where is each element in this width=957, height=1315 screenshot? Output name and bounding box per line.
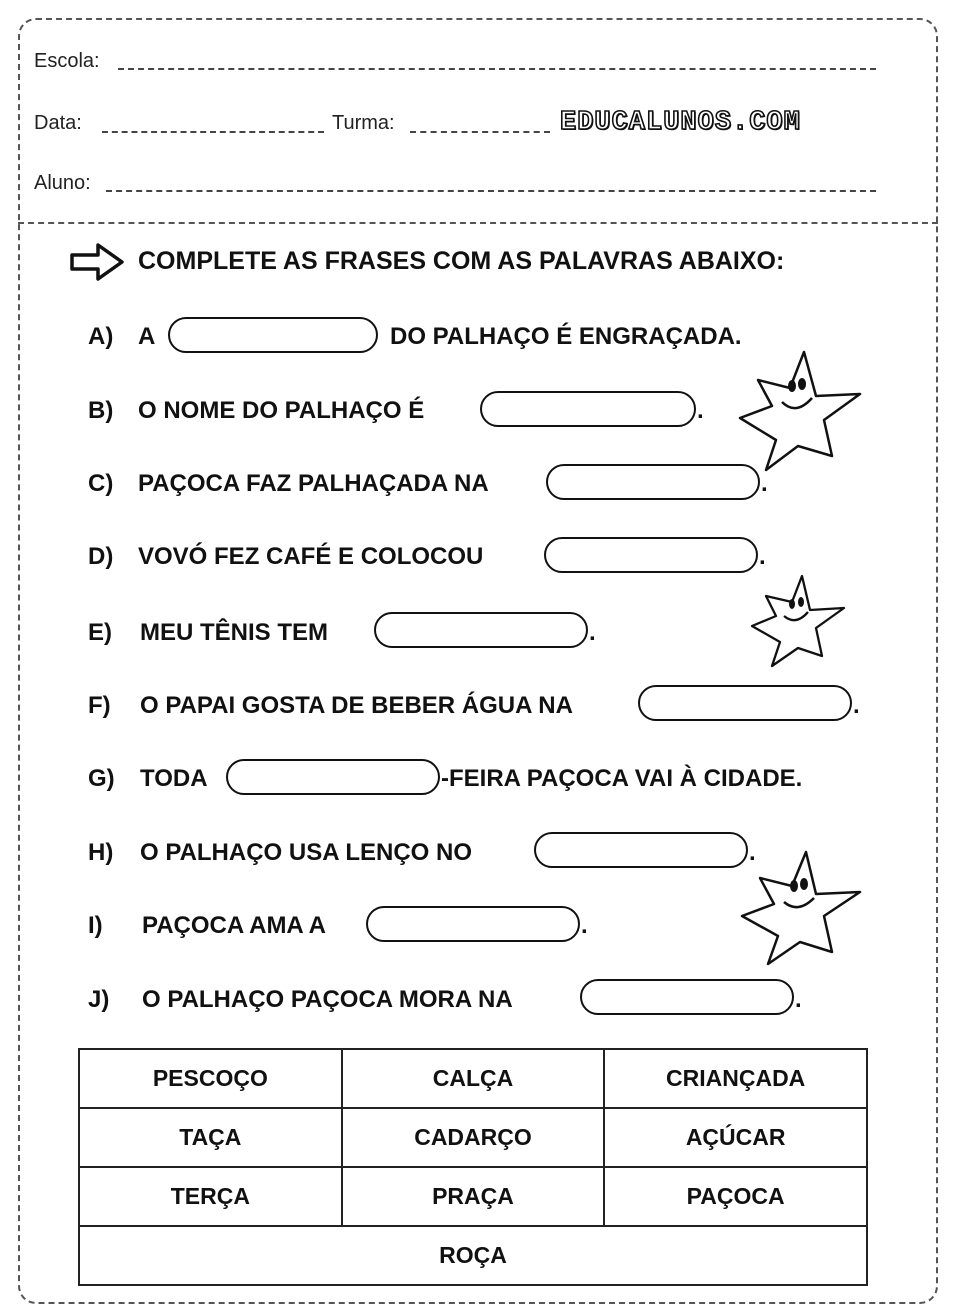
question-letter: H) [88,839,114,866]
word-cell: PAÇOCA [604,1167,867,1226]
table-row [79,1226,867,1285]
answer-blank-d[interactable] [544,537,758,573]
answer-blank-b[interactable] [480,391,696,427]
word-cell: AÇÚCAR [604,1108,867,1167]
question-text: PAÇOCA FAZ PALHAÇADA NA [138,470,489,497]
answer-blank-e[interactable] [374,612,588,648]
question-text: . [853,692,860,719]
answer-blank-f[interactable] [638,685,852,721]
right-arrow-icon [68,240,128,289]
question-text: VOVÓ FEZ CAFÉ E COLOCOU [138,543,484,570]
smiling-star-icon [736,846,864,973]
turma-label: Turma: [332,112,395,134]
question-text: O PAPAI GOSTA DE BEBER ÁGUA NA [140,692,573,719]
aluno-field[interactable] [106,190,876,192]
word-cell: PESCOÇO [79,1049,342,1108]
question-text: DO PALHAÇO É ENGRAÇADA. [390,323,742,350]
word-cell: ROÇA [79,1226,867,1285]
question-text: . [697,397,704,424]
question-text: TODA [140,765,208,792]
brand-logo: EDUCALUNOS.COM [560,108,801,138]
question-text: -FEIRA PAÇOCA VAI À CIDADE. [441,765,803,792]
question-letter: F) [88,692,111,719]
question-text: MEU TÊNIS TEM [140,619,329,646]
question-text: . [759,543,766,570]
question-text: . [795,986,802,1013]
question-letter: J) [88,986,110,1013]
turma-field[interactable] [410,131,550,133]
aluno-label: Aluno: [34,172,91,194]
question-letter: E) [88,619,112,646]
question-letter: C) [88,470,114,497]
question-text: O PALHAÇO PAÇOCA MORA NA [142,986,513,1013]
question-letter: G) [88,765,115,792]
question-text: A [138,323,156,350]
answer-blank-h[interactable] [534,832,748,868]
smiling-star-icon [746,570,850,675]
question-text: O PALHAÇO USA LENÇO NO [140,839,473,866]
escola-field[interactable] [118,68,876,70]
table-row [79,1167,867,1226]
question-letter: D) [88,543,114,570]
table-row [79,1108,867,1167]
answer-blank-i[interactable] [366,906,580,942]
answer-blank-g[interactable] [226,759,440,795]
answer-blank-c[interactable] [546,464,760,500]
word-cell: PRAÇA [342,1167,605,1226]
instruction-text: COMPLETE AS FRASES COM AS PALAVRAS ABAIXO: [138,247,785,275]
answer-blank-a[interactable] [168,317,378,353]
word-cell: CADARÇO [342,1108,605,1167]
word-bank-table [78,1048,868,1286]
question-text: . [749,839,756,866]
question-text: . [581,912,588,939]
question-text: O NOME DO PALHAÇO É [138,397,425,424]
escola-label: Escola: [34,50,100,72]
word-cell: TAÇA [79,1108,342,1167]
question-letter: I) [88,912,103,939]
answer-blank-j[interactable] [580,979,794,1015]
data-field[interactable] [102,131,324,133]
word-cell: CALÇA [342,1049,605,1108]
table-row [79,1049,867,1108]
header-separator [18,222,938,224]
word-cell: CRIANÇADA [604,1049,867,1108]
data-label: Data: [34,112,82,134]
question-text: . [761,470,768,497]
question-letter: B) [88,397,114,424]
question-letter: A) [88,323,114,350]
word-cell: TERÇA [79,1167,342,1226]
question-text: PAÇOCA AMA A [142,912,326,939]
question-text: . [589,619,596,646]
smiling-star-icon [732,346,866,479]
